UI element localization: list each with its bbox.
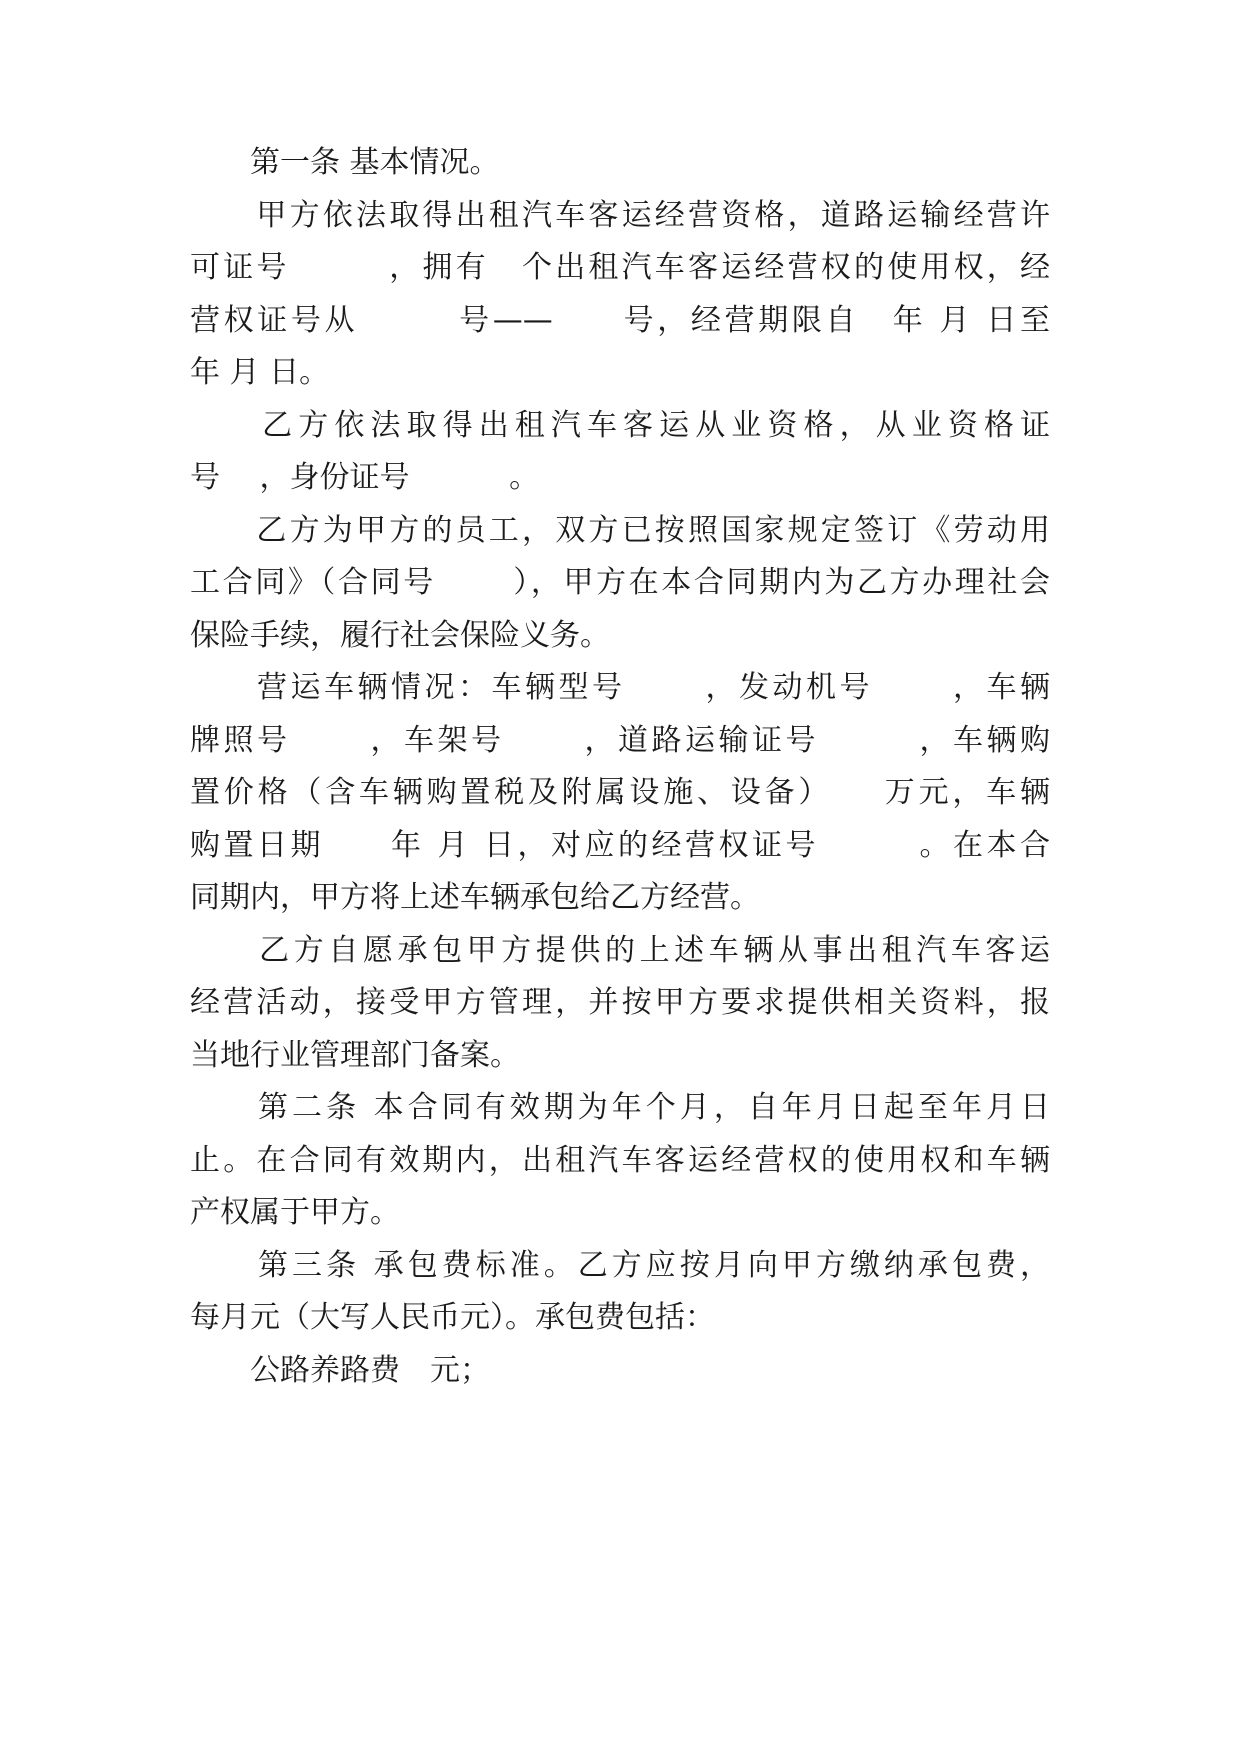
paragraph-line: 止。在合同有效期内，出租汽车客运经营权的使用权和车辆 <box>190 1143 1050 1178</box>
paragraph-line: 每月元（大写人民币元）。承包费包括： <box>190 1300 715 1335</box>
article-2-line: 第二条 本合同有效期为年个月，自年月日起至年月日 <box>190 1090 1050 1125</box>
paragraph-line: 产权属于甲方。 <box>190 1195 400 1230</box>
paragraph-line: 保险手续，履行社会保险义务。 <box>190 618 610 653</box>
paragraph-line: 可证号 ，拥有 个出租汽车客运经营权的使用权，经 <box>190 250 1050 285</box>
article-1-heading: 第一条 基本情况。 <box>190 145 500 180</box>
paragraph-line: 公路养路费 元； <box>190 1353 490 1388</box>
article-3-line: 第三条 承包费标准。乙方应按月向甲方缴纳承包费， <box>190 1248 1050 1283</box>
paragraph-line: 同期内，甲方将上述车辆承包给乙方经营。 <box>190 880 760 915</box>
paragraph-line: 购置日期 年 月 日，对应的经营权证号 。在本合 <box>190 828 1050 863</box>
paragraph-line: 工合同》（合同号 ），甲方在本合同期内为乙方办理社会 <box>190 565 1050 600</box>
paragraph-line: 甲方依法取得出租汽车客运经营资格，道路运输经营许 <box>190 198 1050 233</box>
paragraph-line: 置价格（含车辆购置税及附属设施、设备） 万元，车辆 <box>190 775 1050 810</box>
paragraph-line: 牌照号 ，车架号 ，道路运输证号 ，车辆购 <box>190 723 1050 758</box>
paragraph-line: 营权证号从 号—— 号，经营期限自 年 月 日至 <box>190 303 1050 338</box>
paragraph-line: 乙方自愿承包甲方提供的上述车辆从事出租汽车客运 <box>190 933 1050 968</box>
paragraph-line: 经营活动，接受甲方管理，并按甲方要求提供相关资料，报 <box>190 985 1050 1020</box>
paragraph-line: 号 ，身份证号 。 <box>190 460 540 495</box>
paragraph-line: 营运车辆情况：车辆型号 ，发动机号 ，车辆 <box>190 670 1050 705</box>
paragraph-line: 乙方依法取得出租汽车客运从业资格，从业资格证 <box>190 408 1050 443</box>
paragraph-line: 乙方为甲方的员工，双方已按照国家规定签订《劳动用 <box>190 513 1050 548</box>
paragraph-line: 年 月 日。 <box>190 355 330 390</box>
paragraph-line: 当地行业管理部门备案。 <box>190 1038 520 1073</box>
